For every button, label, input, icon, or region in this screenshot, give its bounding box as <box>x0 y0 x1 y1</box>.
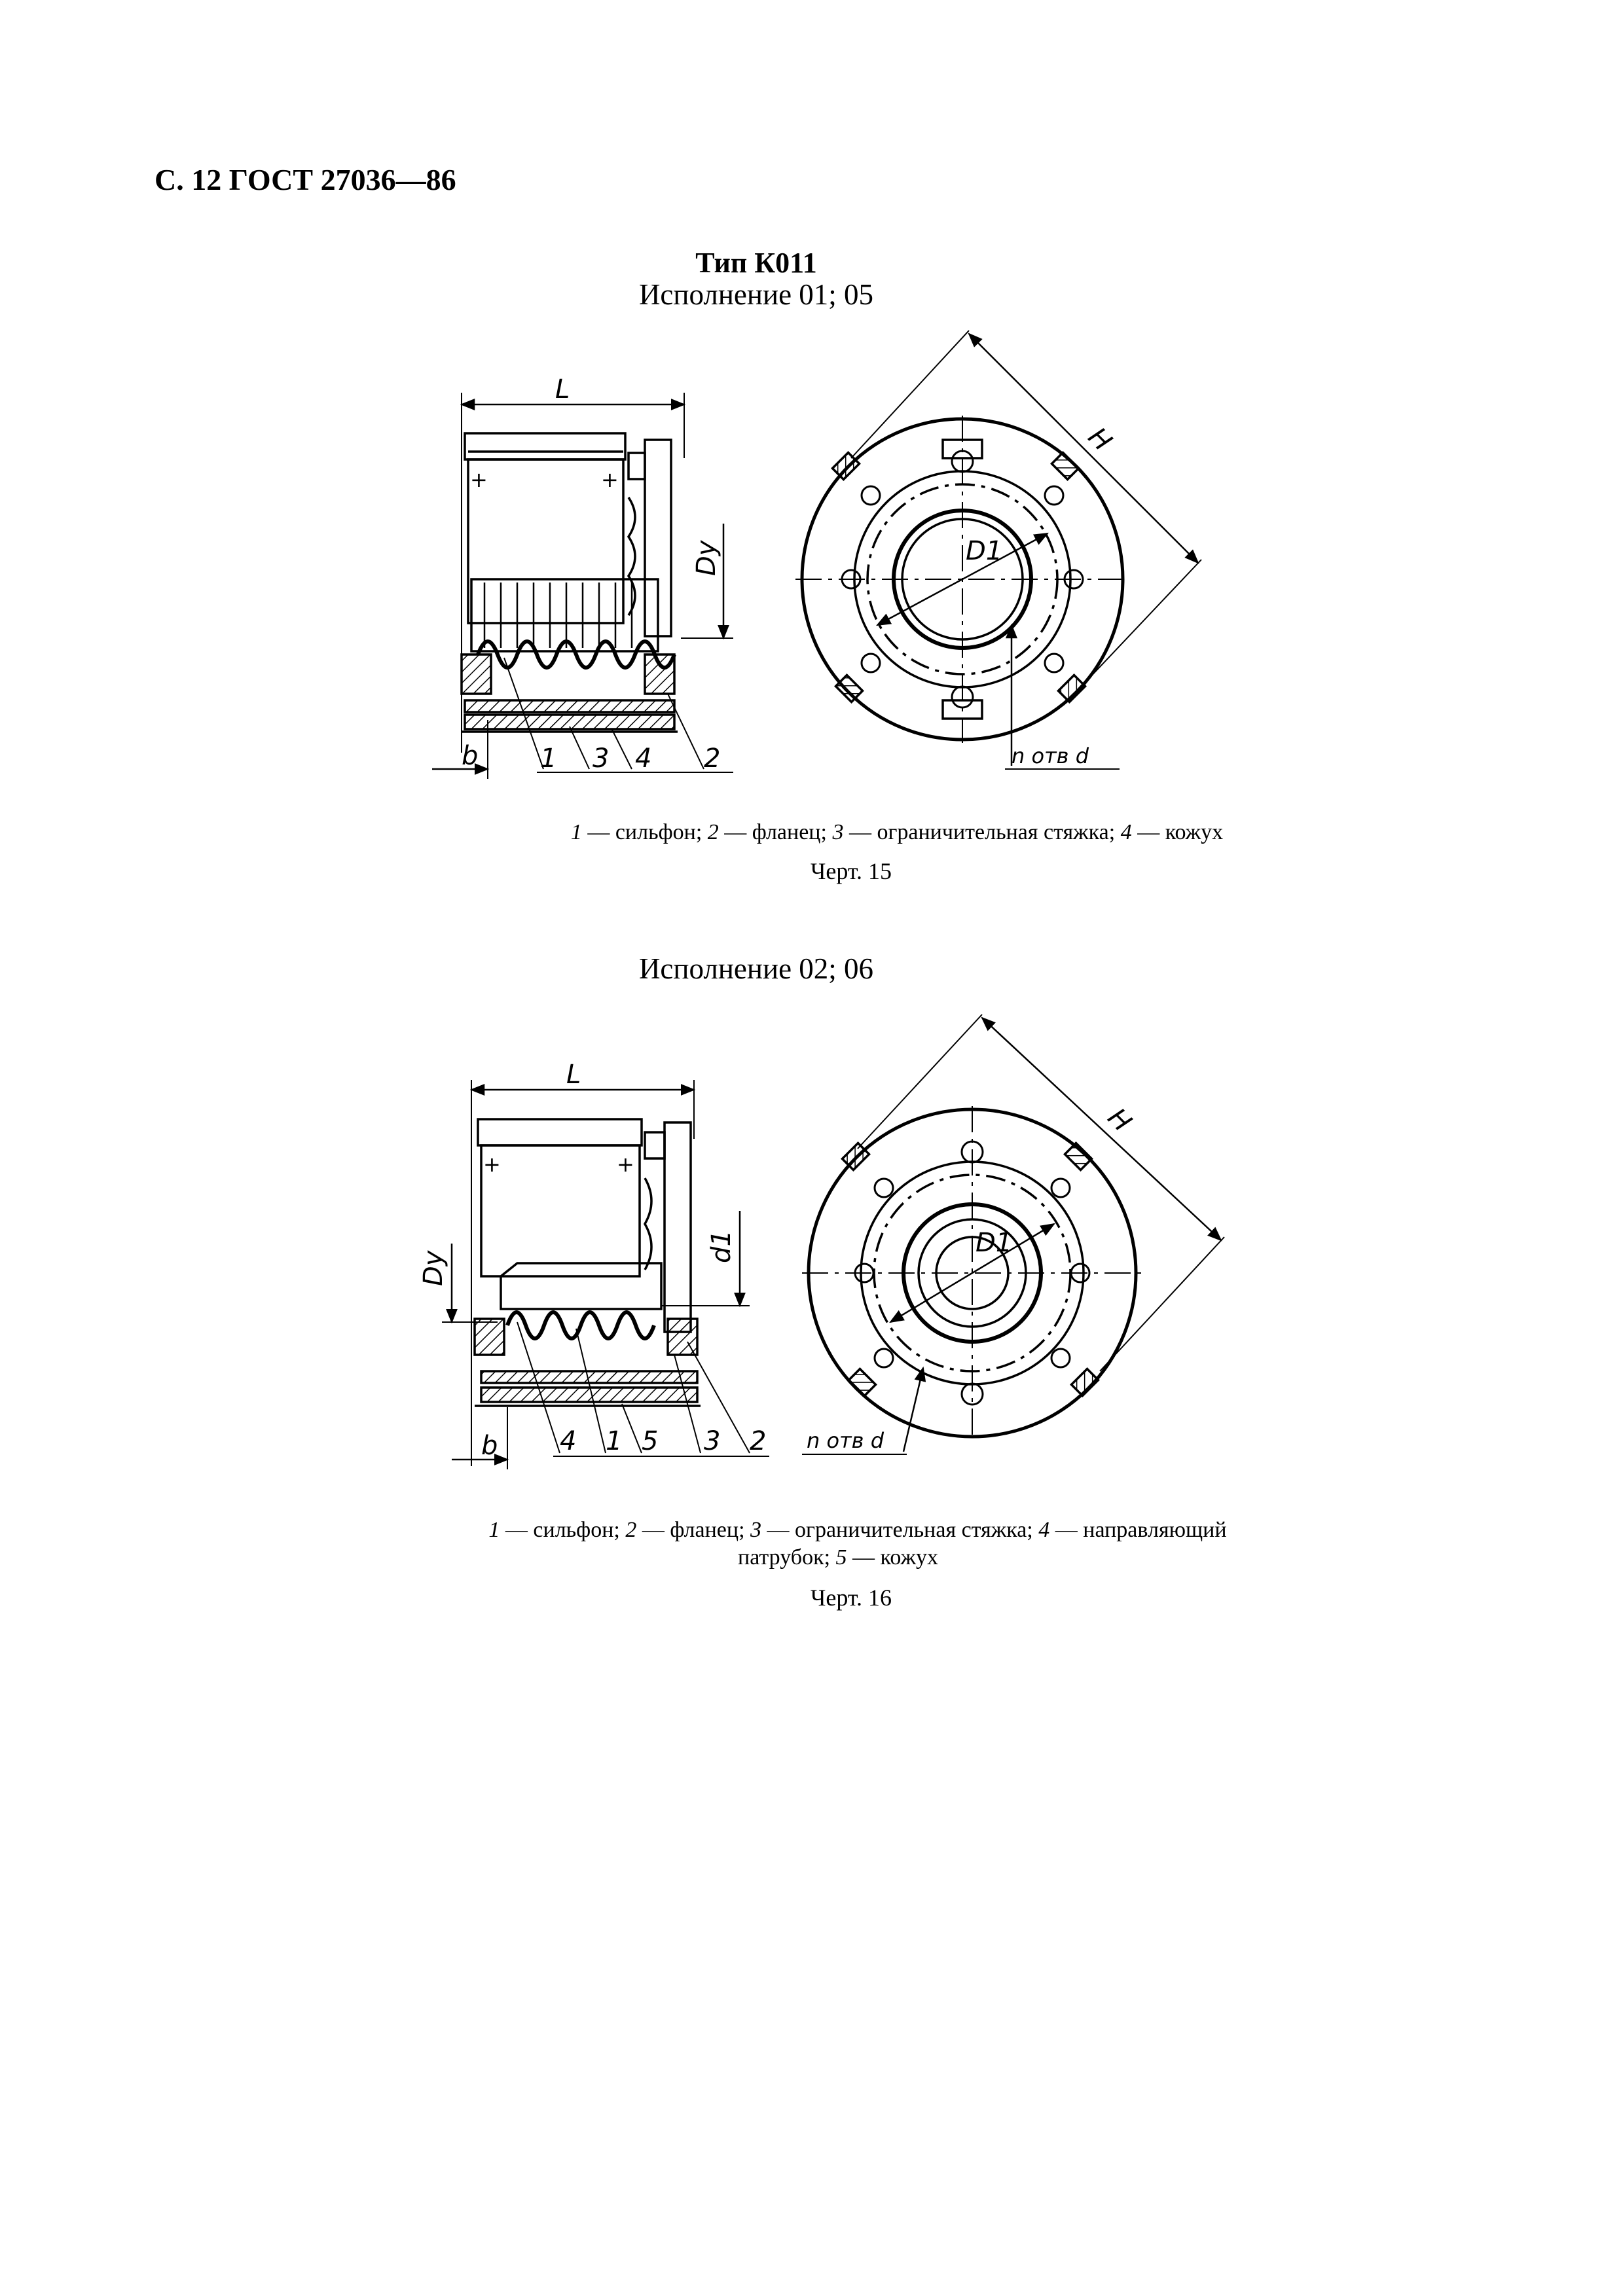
fig15-front-view <box>795 331 1201 769</box>
caption-text: патрубок; <box>738 1545 836 1570</box>
callout-2: 2 <box>704 744 721 774</box>
caption-num: 4 <box>1120 820 1132 844</box>
dim-H: H <box>1101 1102 1137 1138</box>
fig15-variant-title: Исполнение 01; 05 <box>638 278 874 311</box>
caption-text: — ограничительная стяжка; <box>843 820 1121 844</box>
caption-num: 3 <box>832 820 844 844</box>
caption-text: — направляющий <box>1049 1518 1227 1542</box>
svg-text:+: + <box>617 1152 634 1177</box>
type-title: Тип К011 <box>695 247 817 279</box>
callout-4: 4 <box>635 744 652 774</box>
caption-num: 3 <box>750 1518 762 1542</box>
caption-text: — сильфон; <box>500 1518 626 1542</box>
dim-holes: n отв d <box>807 1428 884 1453</box>
callout-5: 5 <box>642 1426 659 1456</box>
dim-D1: D1 <box>966 536 1003 566</box>
svg-text:+: + <box>601 467 619 492</box>
fig15-label: Черт. 15 <box>811 858 892 884</box>
caption-num: 5 <box>835 1545 847 1570</box>
dim-d1: d1 <box>706 1230 737 1263</box>
caption-num: 2 <box>625 1518 637 1542</box>
dim-L: L <box>566 1060 581 1090</box>
callout-4: 4 <box>560 1426 577 1456</box>
svg-text:+: + <box>483 1152 501 1177</box>
caption-text: — фланец; <box>636 1518 751 1542</box>
dim-b: b <box>481 1431 498 1461</box>
caption-text: — фланец; <box>718 820 833 844</box>
caption-num: 1 <box>488 1518 500 1542</box>
caption-text: — ограничительная стяжка; <box>761 1518 1039 1542</box>
caption-num: 2 <box>707 820 719 844</box>
dim-b: b <box>462 741 479 771</box>
fig16-variant-title: Исполнение 02; 06 <box>638 952 874 985</box>
caption-text: — сильфон; <box>581 820 708 844</box>
callout-1: 1 <box>540 744 557 774</box>
callout-2: 2 <box>750 1426 767 1456</box>
caption-num: 4 <box>1038 1518 1050 1542</box>
fig16-front-view <box>802 1014 1224 1454</box>
svg-text:+: + <box>470 467 488 492</box>
fig16-label: Черт. 16 <box>811 1585 892 1611</box>
callout-1: 1 <box>606 1426 623 1456</box>
dim-H: H <box>1082 422 1118 457</box>
caption-num: 1 <box>570 820 582 844</box>
page-header: С. 12 ГОСТ 27036—86 <box>155 163 456 196</box>
callout-3: 3 <box>593 744 610 774</box>
dim-Dy: Dy <box>418 1250 448 1286</box>
dim-L: L <box>555 374 570 404</box>
callout-3: 3 <box>704 1426 721 1456</box>
fig15-side-view <box>432 374 733 779</box>
caption-text: — кожух <box>847 1545 938 1570</box>
fig16-side-view <box>418 1060 769 1469</box>
dim-holes: n отв d <box>1012 744 1089 768</box>
caption-text: — кожух <box>1131 820 1224 844</box>
dim-D1: D1 <box>976 1228 1013 1258</box>
dim-Dy: Dy <box>691 540 721 576</box>
